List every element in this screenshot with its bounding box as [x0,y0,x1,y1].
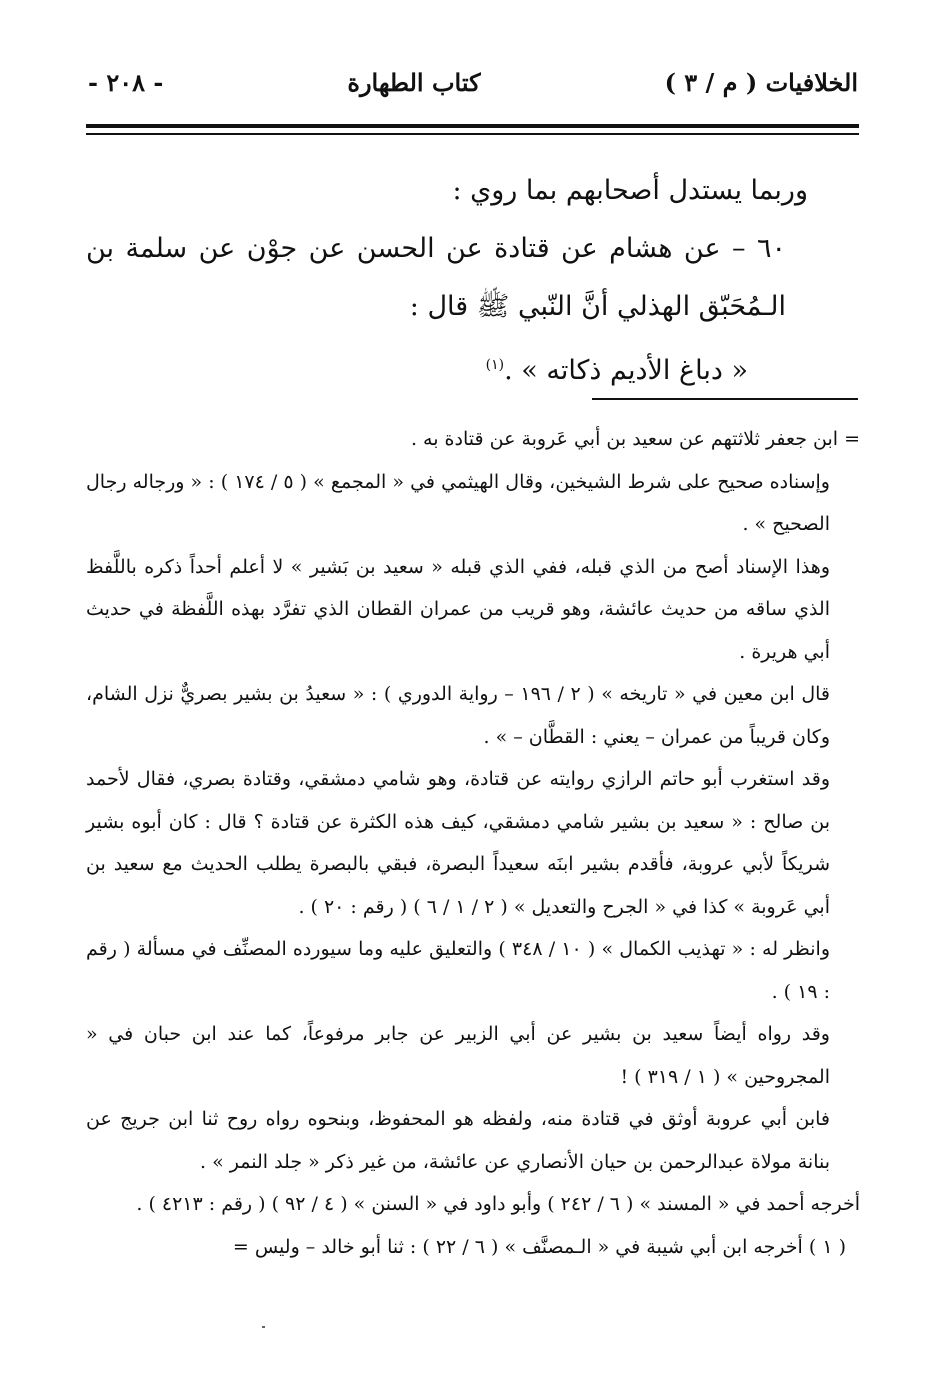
footnote-paragraph: وهذا الإسناد أصح من الذي قبله، ففي الذي قبله « سعيد بن بَشير » لا أعلم أحداً ذكره باللَّفظ الذي ساقه من حديث عائشة، وهو قريب من عمران القطان الذي تفرَّد بهذه اللَّفظة في حديث أبي هريرة . [86,555,830,663]
hadith-text: « دباغ الأديم ذكاته » . [504,355,748,386]
footnote-paragraph: وانظر له : « تهذيب الكمال » ( ١٠ / ٣٤٨ ) والتعليق عليه وما سيورده المصنِّف في مسألة ( رقم : ١٩ ) . [86,938,830,1003]
footnote-1: ( ١ ) أخرجه ابن أبي شيبة في « الـمصنَّف » ( ٦ / ٢٢ ) : ثنا أبو خالد – وليس = [232,1235,846,1258]
footnote-paragraph: وقد رواه أيضاً سعيد بن بشير عن أبي الزبير عن جابر مرفوعاً، كما عند ابن حبان في « المجروحين » ( ١ / ٣١٩ ) ! [86,1023,830,1088]
footnote-paragraph: قال ابن معين في « تاريخه » ( ٢ / ١٩٦ – رواية الدوري ) : « سعيدُ بن بشير بصريٌّ نزل الشام، وكان قريباً من عمران – يعني : القطَّان – » . [86,683,830,748]
footnotes [86,418,860,1268]
main-text [86,162,858,400]
page-number: - ٢٠٨ - [88,67,164,97]
footnote-paragraph: وإسناده صحيح على شرط الشيخين، وقال الهيثمي في « المجمع » ( ٥ / ١٧٤ ) : « ورجاله رجال الصحيح » . [86,470,830,535]
book-title: كتاب الطهارة [347,67,481,97]
header-rule-thin [86,133,859,135]
footnote-paragraph: فابن أبي عروبة أوثق في قتادة منه، ولفظه هو المحفوظ، وبنحوه رواه روح ثنا ابن جريج عن بنانة مولاة عبدالرحمن بن حيان الأنصاري عن عائشة، من غير ذكر « جلد النمر » . [86,1108,830,1173]
main-paragraph-intro: وربما يستدل أصحابهم بما روي : [452,175,808,206]
footnote-separator [592,398,858,400]
main-paragraph-hadith-text [86,336,858,400]
series-title: الخلافيات ( م / ٣ ) [664,67,858,97]
running-header [88,58,858,106]
main-paragraph-hadith-chain: ٦٠ – عن هشام عن قتادة عن الحسن عن جوْن عن سلمة بن الـمُحَبّق الهذلي أنَّ النّبي ﷺ قال : [86,233,786,322]
footnote-paragraph: وقد استغرب أبو حاتم الرازي روايته عن قتادة، وهو شامي دمشقي، وقتادة بصري، فقال لأحمد بن صالح : « سعيد بن بشير شامي دمشقي، كيف هذه الكثرة عن قتادة ؟ قال : كان أبوه بشير شريكاً لأبي عروبة، فأقدم بشير ابنَه سعيداً البصرة، فبقي بالبصرة يطلب الحديث مع سعيد بن أبي عَروبة » كذا في « الجرح والتعديل » ( ٢ / ١ / ٦ ) ( رقم : ٢٠ ) . [86,768,830,918]
header-rule-thick [86,124,859,128]
footnote-marker: (١) [485,357,505,373]
scan-speck [262,1326,265,1328]
footnote-paragraph: أخرجه أحمد في « المسند » ( ٦ / ٢٤٢ ) وأبو داود في « السنن » ( ٤ / ٩٢ ) ( رقم : ٤٢١٣ ) . [136,1193,860,1215]
footnote-paragraph: = ابن جعفر ثلاثتهم عن سعيد بن أبي عَروبة عن قتادة به . [410,428,860,450]
